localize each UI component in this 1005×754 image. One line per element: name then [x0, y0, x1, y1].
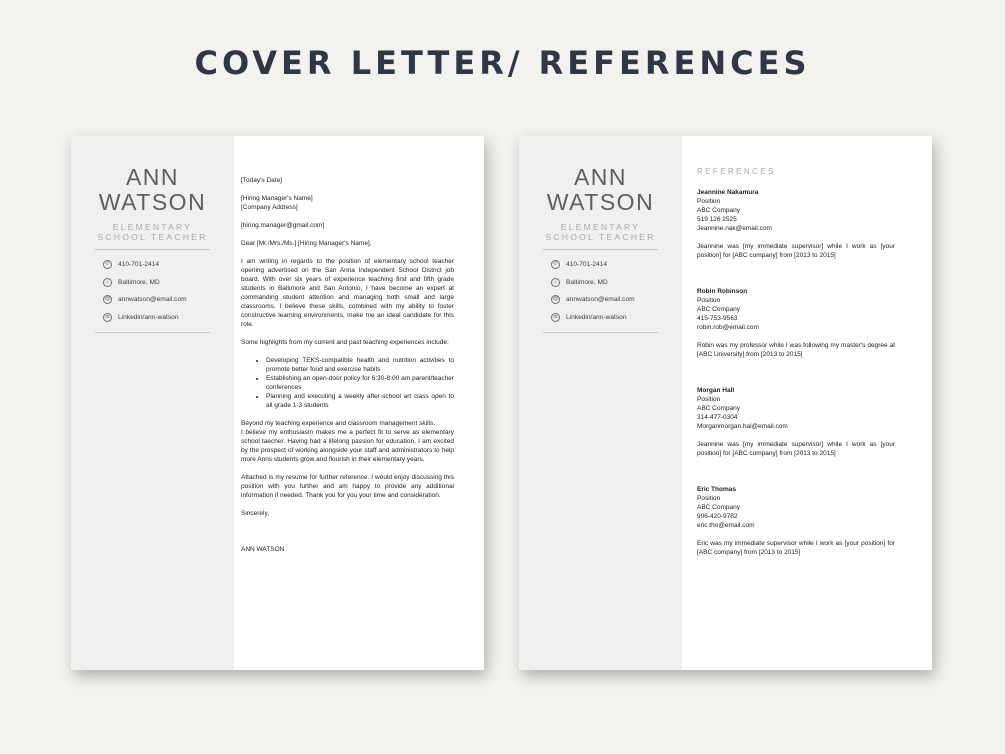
linkedin-icon: in: [551, 313, 560, 322]
reference-phone: 519 126 2525: [697, 216, 737, 223]
letter-salutation: Dear [Mr./Mrs./Ms.] [Hiring Manager's Name],: [241, 240, 372, 247]
contact-phone: [103, 256, 234, 274]
sidebar-divider-top: [95, 249, 210, 250]
sidebar-divider-bottom: [543, 332, 658, 333]
cover-letter-page: [71, 136, 484, 670]
contact-email: [103, 291, 234, 309]
letter-manager-name: [Hiring Manager's Name]: [241, 195, 313, 202]
letter-paragraph-3: [241, 419, 454, 464]
profile-name: [519, 165, 682, 215]
contact-list: [71, 256, 234, 326]
reference-name: Jeannine Nakamura: [697, 189, 759, 196]
profile-role: [71, 222, 234, 242]
contact-location: [103, 274, 234, 292]
profile-first-name: ANN: [573, 164, 628, 190]
letter-recipient: [241, 194, 454, 212]
sidebar-divider-top: [543, 249, 658, 250]
references-sidebar: [519, 136, 682, 670]
phone-icon: ✆: [551, 260, 560, 269]
contact-email-text: annwatson@email.com: [118, 296, 187, 304]
profile-role-line1: ELEMENTARY: [112, 222, 193, 232]
contact-location: [551, 274, 682, 292]
contact-linkedin-text: Linkedin/ann-watson: [566, 313, 627, 321]
contact-location-text: Baltimore, MD: [118, 278, 160, 286]
reference-item: [697, 287, 895, 386]
reference-name: Robin Robinson: [697, 288, 748, 295]
reference-description: Jeannine was [my immediate supervisor] while I work as [your position] for [ABC company] from [2013 to 2015]: [697, 243, 895, 259]
profile-role-line2: SCHOOL TEACHER: [97, 232, 208, 242]
letter-closing: Sincerely,: [241, 510, 270, 517]
home-icon: ⌂: [551, 278, 560, 287]
contact-email: [551, 291, 682, 309]
reference-position: Position: [697, 495, 721, 502]
letter-date: [Today's Date]: [241, 177, 282, 184]
reference-email: robin.rob@email.com: [697, 324, 759, 331]
contact-list: [519, 256, 682, 326]
letter-paragraph-4: Attached is my resume for further reference. I would enjoy discussing this position with you further and am happy to provide any additional information if needed. Thank you for you your time and consideration.: [241, 474, 454, 499]
reference-company: ABC Company: [697, 405, 740, 412]
reference-description: Eric was my immediate supervisor while I work as [your position] for [ABC company] from [2013 to 2015]: [697, 540, 895, 556]
reference-description: Robin was my professor while I was following my master's degree at [ABC University] from [2013 to 2015]: [697, 342, 895, 358]
reference-item: [697, 188, 895, 287]
list-item: • Establishing an open-door policy for 6:30-8:00 am parent/teacher conferences: [266, 374, 454, 392]
home-icon: ⌂: [103, 278, 112, 287]
cover-letter-sidebar: [71, 136, 234, 670]
list-item: • Planning and executing a weekly after-school art class open to all grade 1-3 students: [266, 392, 454, 410]
contact-location-text: Baltimore, MD: [566, 278, 608, 286]
profile-name: [71, 165, 234, 215]
profile-role: [519, 222, 682, 242]
contact-phone-text: 410-701-2414: [566, 261, 608, 269]
letter-paragraph-2: Some highlights from my current and past teaching experiences include:: [241, 339, 449, 346]
references-title: REFERENCES: [697, 167, 776, 176]
reference-company: ABC Company: [697, 207, 740, 214]
reference-email: eric.tho@email.com: [697, 522, 755, 529]
letter-manager-email: [hiring.manager@gmail.com]: [241, 222, 325, 229]
profile-last-name: WATSON: [98, 189, 207, 215]
letter-paragraph-1: I am writing in regards to the position of elementary school teacher opening advertised on the San Anna Independent School District job board. With over six years of experience teaching first and fifth grade students in Baltimore and San Antonio, I have become an expert at commanding student attention and managing both small and large classrooms. I believe these skills, combined with my ability to foster constructive learning environments, make me an ideal candidate for this role.: [241, 258, 454, 328]
cover-letter-body: [241, 176, 454, 563]
reference-email: Morganmorgan.hal@email.com: [697, 423, 788, 430]
reference-position: Position: [697, 297, 721, 304]
reference-company: ABC Company: [697, 504, 740, 511]
phone-icon: ✆: [103, 260, 112, 269]
reference-description: Jeannine was [my immediate supervisor] while I work as [your position] for [ABC company] from [2013 to 2015]: [697, 441, 895, 457]
contact-phone-text: 410-701-2414: [118, 261, 160, 269]
contact-linkedin: [103, 309, 234, 327]
reference-name: Morgan Hall: [697, 387, 735, 394]
letter-signature: ANN WATSON: [241, 546, 285, 553]
reference-item: [697, 386, 895, 485]
reference-company: ABC Company: [697, 306, 740, 313]
reference-position: Position: [697, 198, 721, 205]
reference-phone: 314-477-0304: [697, 414, 738, 421]
letter-paragraph-3-line1: Beyond my teaching experience and classroom management skills,: [241, 420, 436, 427]
profile-role-line2: SCHOOL TEACHER: [545, 232, 656, 242]
references-list: [697, 167, 895, 584]
reference-email: Jeannine.nak@email.com: [697, 225, 772, 232]
signature-space: [241, 527, 454, 545]
references-page: [519, 136, 932, 670]
linkedin-icon: in: [103, 313, 112, 322]
reference-item: [697, 485, 895, 584]
contact-phone: [551, 256, 682, 274]
letter-company-address: [Company Address]: [241, 204, 298, 211]
profile-role-line1: ELEMENTARY: [560, 222, 641, 232]
sidebar-divider-bottom: [95, 332, 210, 333]
email-icon: @: [552, 296, 559, 303]
profile-last-name: WATSON: [546, 189, 655, 215]
reference-position: Position: [697, 396, 721, 403]
email-icon: @: [104, 296, 111, 303]
profile-first-name: ANN: [125, 164, 180, 190]
reference-phone: 906-420-9782: [697, 513, 738, 520]
contact-linkedin-text: Linkedin/ann-watson: [118, 313, 179, 321]
contact-email-text: annwatson@email.com: [566, 296, 635, 304]
letter-paragraph-3-rest: I believe my enthusiasm makes me a perfect fit to serve as elementary school taecher. Having had a lifelong passion for education, I am excited by the prospect of working alongside your staff and administrators to help more Anns students grow and flourish in their elementary years.: [241, 429, 454, 463]
page-headline: COVER LETTER/ REFERENCES: [194, 44, 811, 82]
list-item: • Developing TEKS-compatible health and nutrition activities to promote better food and exercise habits: [266, 356, 454, 374]
contact-linkedin: [551, 309, 682, 327]
reference-name: Eric Thomas: [697, 486, 737, 493]
reference-phone: 415-753-9563: [697, 315, 738, 322]
letter-highlights: [241, 356, 454, 410]
